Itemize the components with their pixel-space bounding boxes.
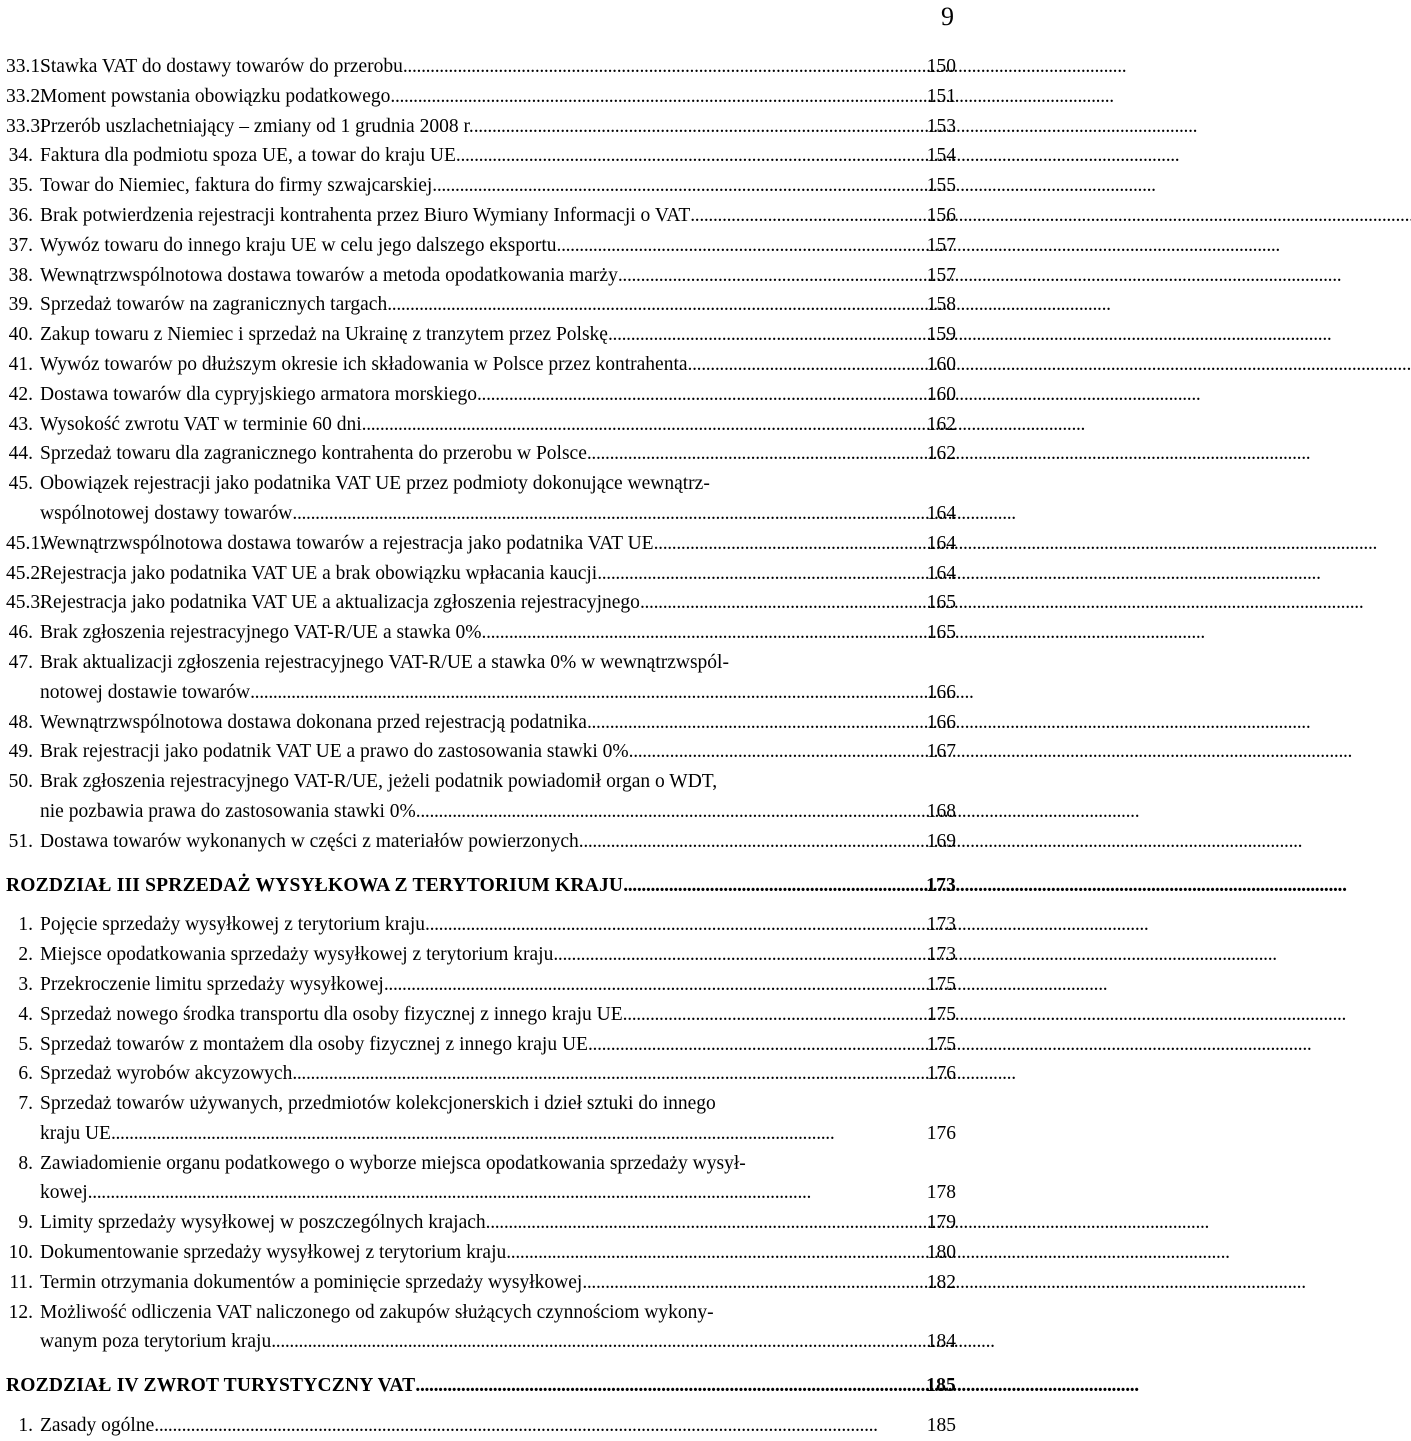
table-of-contents: [6, 52, 956, 1441]
entry-page-number: 179: [926, 1212, 956, 1234]
entry-page-number: 168: [926, 800, 956, 822]
dot-leader: [690, 201, 908, 231]
entry-page-number: 165: [926, 592, 956, 614]
toc-entry[interactable]: [6, 1268, 956, 1298]
entry-number: 47.: [8, 651, 33, 673]
entry-page-number: 160: [926, 383, 956, 405]
toc-entry[interactable]: [6, 708, 956, 738]
dot-leader: [553, 940, 908, 970]
entry-page-number: 173: [926, 914, 956, 936]
toc-entry[interactable]: [6, 141, 956, 171]
entry-title: ROZDZIAŁ III SPRZEDAŻ WYSYŁKOWA Z TERYTORIUM KRAJU: [6, 874, 624, 896]
dot-leader: [384, 970, 908, 1000]
entry-title: Sprzedaż towarów na zagranicznych targach: [40, 294, 388, 316]
entry-number: 40.: [8, 324, 33, 346]
entry-title: Dostawa towarów dla cypryjskiego armatora morskiego: [40, 383, 477, 405]
dot-leader: [557, 231, 908, 261]
entry-title: Możliwość odliczenia VAT naliczonego od zakupów służących czynnościom wykony-: [40, 1301, 714, 1323]
dot-leader: [154, 1411, 908, 1441]
dot-leader: [597, 559, 908, 589]
entry-number: 46.: [8, 622, 33, 644]
entry-number: 12.: [8, 1301, 33, 1323]
entry-title: Zakup towaru z Niemiec i sprzedaż na Ukrainę z tranzytem przez Polskę: [40, 324, 608, 346]
entry-title: wanym poza terytorium kraju: [40, 1331, 272, 1353]
dot-leader: [403, 52, 908, 82]
entry-page-number: 175: [926, 973, 956, 995]
entry-number: 8.: [18, 1152, 33, 1174]
entry-page-number: 164: [926, 502, 956, 524]
dot-leader: [387, 290, 908, 320]
entry-page-number: 162: [926, 413, 956, 435]
entry-title: Wewnątrzwspólnotowa dostawa towarów a metoda opodatkowania marży: [40, 264, 618, 286]
entry-title: Brak rejestracji jako podatnik VAT UE a prawo do zastosowania stawki 0%: [40, 741, 629, 763]
entry-number: 11.: [9, 1271, 33, 1293]
entry-page-number: 173: [926, 874, 956, 896]
toc-entry[interactable]: [6, 827, 956, 857]
dot-leader: [506, 1238, 908, 1268]
entry-title: Rejestracja jako podatnika VAT UE a brak obowiązku wpłacania kaucji: [40, 562, 598, 584]
entry-title: Dostawa towarów wykonanych w części z materiałów powierzonych: [40, 830, 579, 852]
entry-page-number: 176: [926, 1122, 956, 1144]
toc-entry[interactable]: [6, 970, 956, 1000]
entry-number: 51.: [8, 830, 33, 852]
dot-leader: [654, 529, 908, 559]
entry-page-number: 169: [926, 830, 956, 852]
toc-entry[interactable]: [6, 618, 956, 648]
toc-entry[interactable]: [6, 82, 956, 112]
chapter-heading[interactable]: [6, 871, 956, 901]
dot-leader: [587, 708, 908, 738]
entry-number: 44.: [8, 443, 33, 465]
toc-entry[interactable]: [6, 261, 956, 291]
toc-entry[interactable]: [6, 1208, 956, 1238]
toc-entry[interactable]: [6, 112, 956, 142]
entry-title: Towar do Niemiec, faktura do firmy szwajcarskiej: [40, 175, 433, 197]
toc-entry[interactable]: [6, 439, 956, 469]
entry-title: ROZDZIAŁ IV ZWROT TURYSTYCZNY VAT: [6, 1375, 416, 1397]
entry-number: 45.2.: [6, 562, 45, 584]
toc-entry[interactable]: [6, 52, 956, 82]
entry-title: Sprzedaż wyrobów akcyzowych: [40, 1063, 293, 1085]
toc-entry[interactable]: [6, 1238, 956, 1268]
entry-page-number: 155: [926, 175, 956, 197]
dot-leader: [482, 618, 908, 648]
entry-title: Sprzedaż nowego środka transportu dla osoby fizycznej z innego kraju UE: [40, 1003, 623, 1025]
entry-page-number: 153: [926, 115, 956, 137]
entry-page-number: 164: [926, 562, 956, 584]
entry-number: 36.: [8, 204, 33, 226]
entry-page-number: 151: [926, 85, 956, 107]
toc-entry[interactable]: [6, 1030, 956, 1060]
entry-title: Rejestracja jako podatnika VAT UE a aktualizacja zgłoszenia rejestracyjnego: [40, 592, 640, 614]
toc-entry[interactable]: [6, 588, 956, 618]
entry-number: 5.: [18, 1033, 33, 1055]
dot-leader: [456, 141, 908, 171]
entry-title: Miejsce opodatkowania sprzedaży wysyłkowej z terytorium kraju: [40, 944, 554, 966]
entry-page-number: 173: [926, 944, 956, 966]
dot-leader: [688, 350, 908, 380]
dot-leader: [416, 797, 908, 827]
entry-page-number: 185: [926, 1375, 956, 1397]
toc-entry[interactable]: [6, 1411, 956, 1441]
entry-title: Zasady ogólne: [40, 1415, 155, 1437]
entry-title: Stawka VAT do dostawy towarów do przerobu: [40, 56, 403, 77]
toc-entry[interactable]: [6, 1149, 956, 1209]
entry-title: Faktura dla podmiotu spoza UE, a towar do kraju UE: [40, 145, 456, 167]
entry-number: 48.: [8, 711, 33, 733]
page-number: 9: [941, 2, 954, 31]
entry-title: Wysokość zwrotu VAT w terminie 60 dni: [40, 413, 362, 435]
entry-number: 3.: [18, 973, 33, 995]
entry-title: Przekroczenie limitu sprzedaży wysyłkowej: [40, 973, 384, 995]
entry-number: 33.1.: [6, 56, 45, 77]
entry-title: Wewnątrzwspólnotowa dostawa towarów a rejestracja jako podatnika VAT UE: [40, 532, 654, 554]
dot-leader: [582, 1268, 908, 1298]
entry-title: Sprzedaż towarów używanych, przedmiotów kolekcjonerskich i dzieł sztuki do innego: [40, 1093, 716, 1115]
dot-leader: [271, 1327, 908, 1357]
dot-leader: [587, 439, 908, 469]
entry-page-number: 175: [926, 1033, 956, 1055]
toc-entry[interactable]: [6, 171, 956, 201]
entry-number: 33.3.: [6, 115, 45, 137]
dot-leader: [474, 112, 908, 142]
toc-entry[interactable]: [6, 1059, 956, 1089]
dot-leader: [608, 320, 908, 350]
toc-entry[interactable]: [6, 350, 956, 380]
entry-page-number: 176: [926, 1063, 956, 1085]
entry-number: 7.: [18, 1093, 33, 1115]
entry-title: Przerób uszlachetniający – zmiany od 1 grudnia 2008 r.: [40, 115, 474, 137]
dot-leader: [629, 737, 908, 767]
dot-leader: [362, 410, 908, 440]
dot-leader: [292, 1059, 908, 1089]
dot-leader: [623, 1000, 908, 1030]
entry-page-number: 165: [926, 622, 956, 644]
entry-number: 4.: [18, 1003, 33, 1025]
entry-page-number: 185: [926, 1415, 956, 1437]
entry-title: Sprzedaż towaru dla zagranicznego kontrahenta do przerobu w Polsce: [40, 443, 587, 465]
toc-entry[interactable]: [6, 201, 956, 231]
entry-number: 45.3.: [6, 592, 45, 614]
toc-entry[interactable]: [6, 559, 956, 589]
entry-number: 38.: [8, 264, 33, 286]
entry-number: 49.: [8, 741, 33, 763]
entry-page-number: 182: [926, 1271, 956, 1293]
entry-title: Wewnątrzwspólnotowa dostawa dokonana przed rejestracją podatnika: [40, 711, 587, 733]
dot-leader: [390, 82, 908, 112]
entry-page-number: 156: [926, 204, 956, 226]
entry-title: Wywóz towaru do innego kraju UE w celu jego dalszego eksportu: [40, 234, 557, 256]
entry-number: 41.: [8, 353, 33, 375]
toc-entry[interactable]: [6, 940, 956, 970]
entry-title: Brak zgłoszenia rejestracyjnego VAT-R/UE, jeżeli podatnik powiadomił organ o WDT,: [40, 771, 718, 793]
entry-page-number: 154: [926, 145, 956, 167]
toc-entry[interactable]: [6, 737, 956, 767]
entry-number: 39.: [8, 294, 33, 316]
dot-leader: [579, 827, 908, 857]
entry-number: 10.: [8, 1242, 33, 1264]
entry-number: 1.: [18, 1415, 33, 1437]
dot-leader: [477, 380, 908, 410]
entry-title: Sprzedaż towarów z montażem dla osoby fizycznej z innego kraju UE: [40, 1033, 588, 1055]
toc-entry[interactable]: [6, 320, 956, 350]
entry-title: Dokumentowanie sprzedaży wysyłkowej z terytorium kraju: [40, 1242, 507, 1264]
entry-number: 42.: [8, 383, 33, 405]
entry-title: Brak zgłoszenia rejestracyjnego VAT-R/UE a stawka 0%: [40, 622, 482, 644]
entry-page-number: 157: [926, 234, 956, 256]
entry-number: 6.: [18, 1063, 33, 1085]
entry-title: Moment powstania obowiązku podatkowego: [40, 85, 391, 107]
dot-leader: [623, 871, 908, 901]
entry-page-number: 175: [926, 1003, 956, 1025]
entry-number: 34.: [8, 145, 33, 167]
entry-number: 45.: [8, 473, 33, 495]
chapter-heading[interactable]: [6, 1371, 956, 1401]
toc-entry[interactable]: [6, 1089, 956, 1149]
dot-leader: [415, 1371, 908, 1401]
entry-number: 37.: [8, 234, 33, 256]
entry-title: Pojęcie sprzedaży wysyłkowej z terytorium kraju: [40, 914, 426, 936]
entry-title: Zawiadomienie organu podatkowego o wyborze miejsca opodatkowania sprzedaży wysył-: [40, 1152, 746, 1174]
toc-entry[interactable]: [6, 410, 956, 440]
entry-number: 33.2.: [6, 85, 45, 107]
dot-leader: [486, 1208, 908, 1238]
entry-page-number: 167: [926, 741, 956, 763]
toc-entry[interactable]: [6, 469, 956, 529]
toc-entry[interactable]: [6, 231, 956, 261]
dot-leader: [640, 588, 908, 618]
dot-leader: [432, 171, 908, 201]
entry-title: kowej: [40, 1182, 88, 1204]
entry-page-number: 164: [926, 532, 956, 554]
entry-title: nie pozbawia prawa do zastosowania stawki 0%: [40, 800, 416, 822]
entry-page-number: 166: [926, 681, 956, 703]
entry-number: 2.: [18, 944, 33, 966]
entry-title: Obowiązek rejestracji jako podatnika VAT UE przez podmioty dokonujące wewnątrz-: [40, 473, 710, 495]
toc-entry[interactable]: [6, 1000, 956, 1030]
entry-page-number: 159: [926, 324, 956, 346]
toc-entry[interactable]: [6, 767, 956, 827]
entry-page-number: 184: [926, 1331, 956, 1353]
entry-title: Brak potwierdzenia rejestracji kontrahenta przez Biuro Wymiany Informacji o VAT: [40, 204, 691, 226]
entry-number: 35.: [8, 175, 33, 197]
toc-entry[interactable]: [6, 529, 956, 559]
entry-page-number: 158: [926, 294, 956, 316]
entry-title: Termin otrzymania dokumentów a pominięcie sprzedaży wysyłkowej: [40, 1271, 583, 1293]
entry-number: 45.1.: [6, 532, 45, 554]
toc-entry[interactable]: [6, 648, 956, 708]
dot-leader: [111, 1119, 908, 1149]
dot-leader: [292, 499, 908, 529]
entry-page-number: 180: [926, 1242, 956, 1264]
toc-entry[interactable]: [6, 1298, 956, 1358]
dot-leader: [250, 678, 908, 708]
entry-page-number: 150: [926, 56, 956, 77]
toc-entry[interactable]: [6, 910, 956, 940]
entry-page-number: 157: [926, 264, 956, 286]
entry-title: wspólnotowej dostawy towarów: [40, 502, 293, 524]
toc-entry[interactable]: [6, 290, 956, 320]
dot-leader: [588, 1030, 908, 1060]
dot-leader: [618, 261, 908, 291]
entry-number: 50.: [8, 771, 33, 793]
entry-title: kraju UE: [40, 1122, 111, 1144]
dot-leader: [88, 1178, 908, 1208]
entry-page-number: 166: [926, 711, 956, 733]
entry-page-number: 178: [926, 1182, 956, 1204]
entry-number: 9.: [18, 1212, 33, 1234]
entry-title: Wywóz towarów po dłuższym okresie ich składowania w Polsce przez kontrahenta: [40, 353, 688, 375]
entry-page-number: 162: [926, 443, 956, 465]
dot-leader: [425, 910, 908, 940]
entry-number: 43.: [8, 413, 33, 435]
entry-page-number: 160: [926, 353, 956, 375]
entry-title: notowej dostawie towarów: [40, 681, 251, 703]
entry-title: Brak aktualizacji zgłoszenia rejestracyjnego VAT-R/UE a stawka 0% w wewnątrzwspól-: [40, 651, 729, 673]
entry-number: 1.: [18, 914, 33, 936]
entry-title: Limity sprzedaży wysyłkowej w poszczególnych krajach: [40, 1212, 486, 1234]
toc-entry[interactable]: [6, 380, 956, 410]
